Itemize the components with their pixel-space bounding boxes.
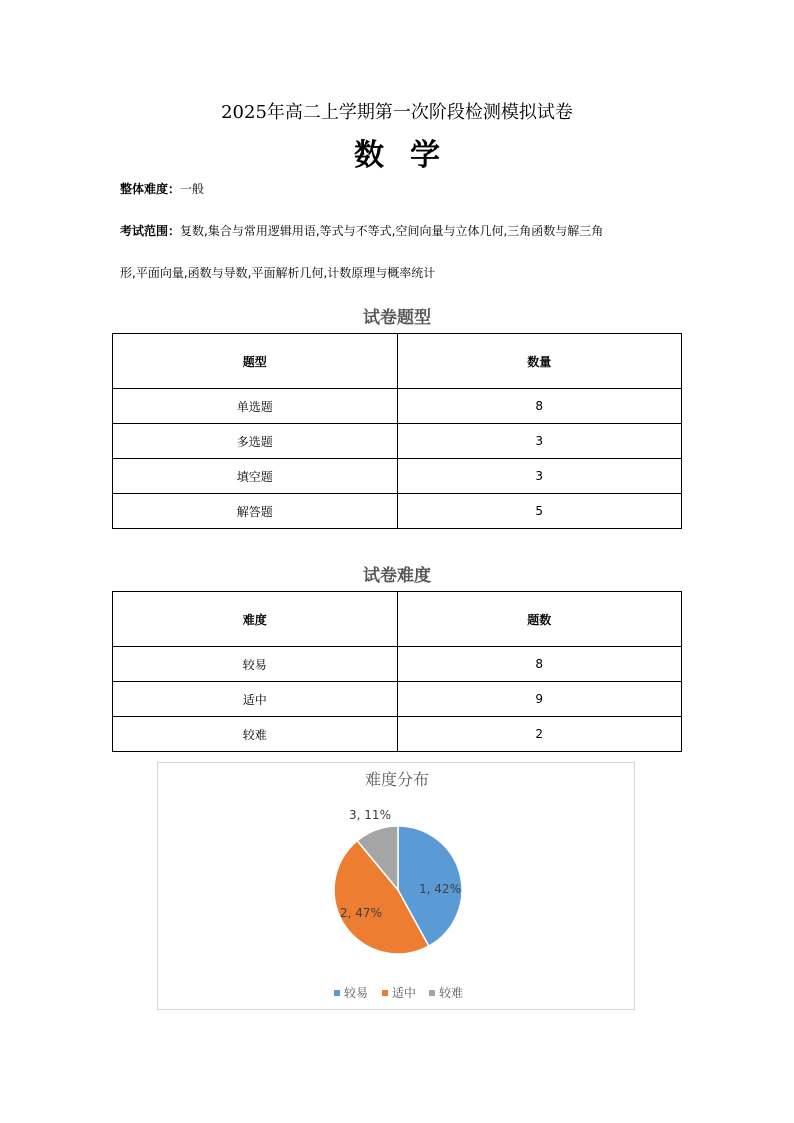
count-cell: 8 [397,647,682,682]
legend-swatch-2 [382,990,388,996]
legend-label-2: 适中 [392,986,417,1000]
chart-legend [334,985,463,1000]
header-cell: 题型 [113,334,398,389]
scope-value-line1: 复数,集合与常用逻辑用语,等式与不等式,空间向量与立体几何,三角函数与解三角 [180,224,604,238]
count-cell: 2 [397,717,682,752]
header-cell: 数量 [397,334,682,389]
table-row [113,682,682,717]
document-title: 2025年高二上学期第一次阶段检测模拟试卷 [221,102,573,123]
header-cell: 题数 [397,592,682,647]
count-cell: 3 [397,424,682,459]
pie-chart-svg [158,763,636,1011]
difficulty-value: 一般 [180,182,205,196]
type-cell: 多选题 [113,424,398,459]
difficulty-cell: 适中 [113,682,398,717]
legend-label-3: 较难 [439,986,464,1000]
difficulty-table [112,591,682,752]
data-label-2: 2, 47% [340,906,382,920]
type-cell: 填空题 [113,459,398,494]
question-types-title: 试卷题型 [363,308,431,328]
difficulty-section-title: 试卷难度 [363,566,431,586]
table-row [113,494,682,529]
table-row [113,424,682,459]
table-header-row [113,334,682,389]
legend-label-1: 较易 [344,986,369,1000]
subject-title: 数学 [354,138,466,173]
table-header-row [113,592,682,647]
legend-swatch-1 [334,990,340,996]
type-cell: 解答题 [113,494,398,529]
table-row [113,717,682,752]
scope-label: 考试范围： [120,224,181,238]
question-types-table [112,333,682,529]
count-cell: 5 [397,494,682,529]
scope-value-line2: 形,平面向量,函数与导数,平面解析几何,计数原理与概率统计 [120,266,436,280]
scope-line [120,222,603,239]
count-cell: 8 [397,389,682,424]
data-label-3: 3, 11% [349,808,391,822]
difficulty-line [120,180,204,197]
difficulty-cell: 较难 [113,717,398,752]
table-row [113,647,682,682]
count-cell: 3 [397,459,682,494]
difficulty-pie-chart [157,762,635,1010]
table-row [113,459,682,494]
difficulty-cell: 较易 [113,647,398,682]
legend-swatch-3 [429,990,435,996]
count-cell: 9 [397,682,682,717]
data-label-1: 1, 42% [419,882,461,896]
table-row [113,389,682,424]
chart-title: 难度分布 [364,770,430,789]
header-cell: 难度 [113,592,398,647]
scope-line-2 [120,264,435,281]
type-cell: 单选题 [113,389,398,424]
difficulty-label: 整体难度： [120,182,181,196]
